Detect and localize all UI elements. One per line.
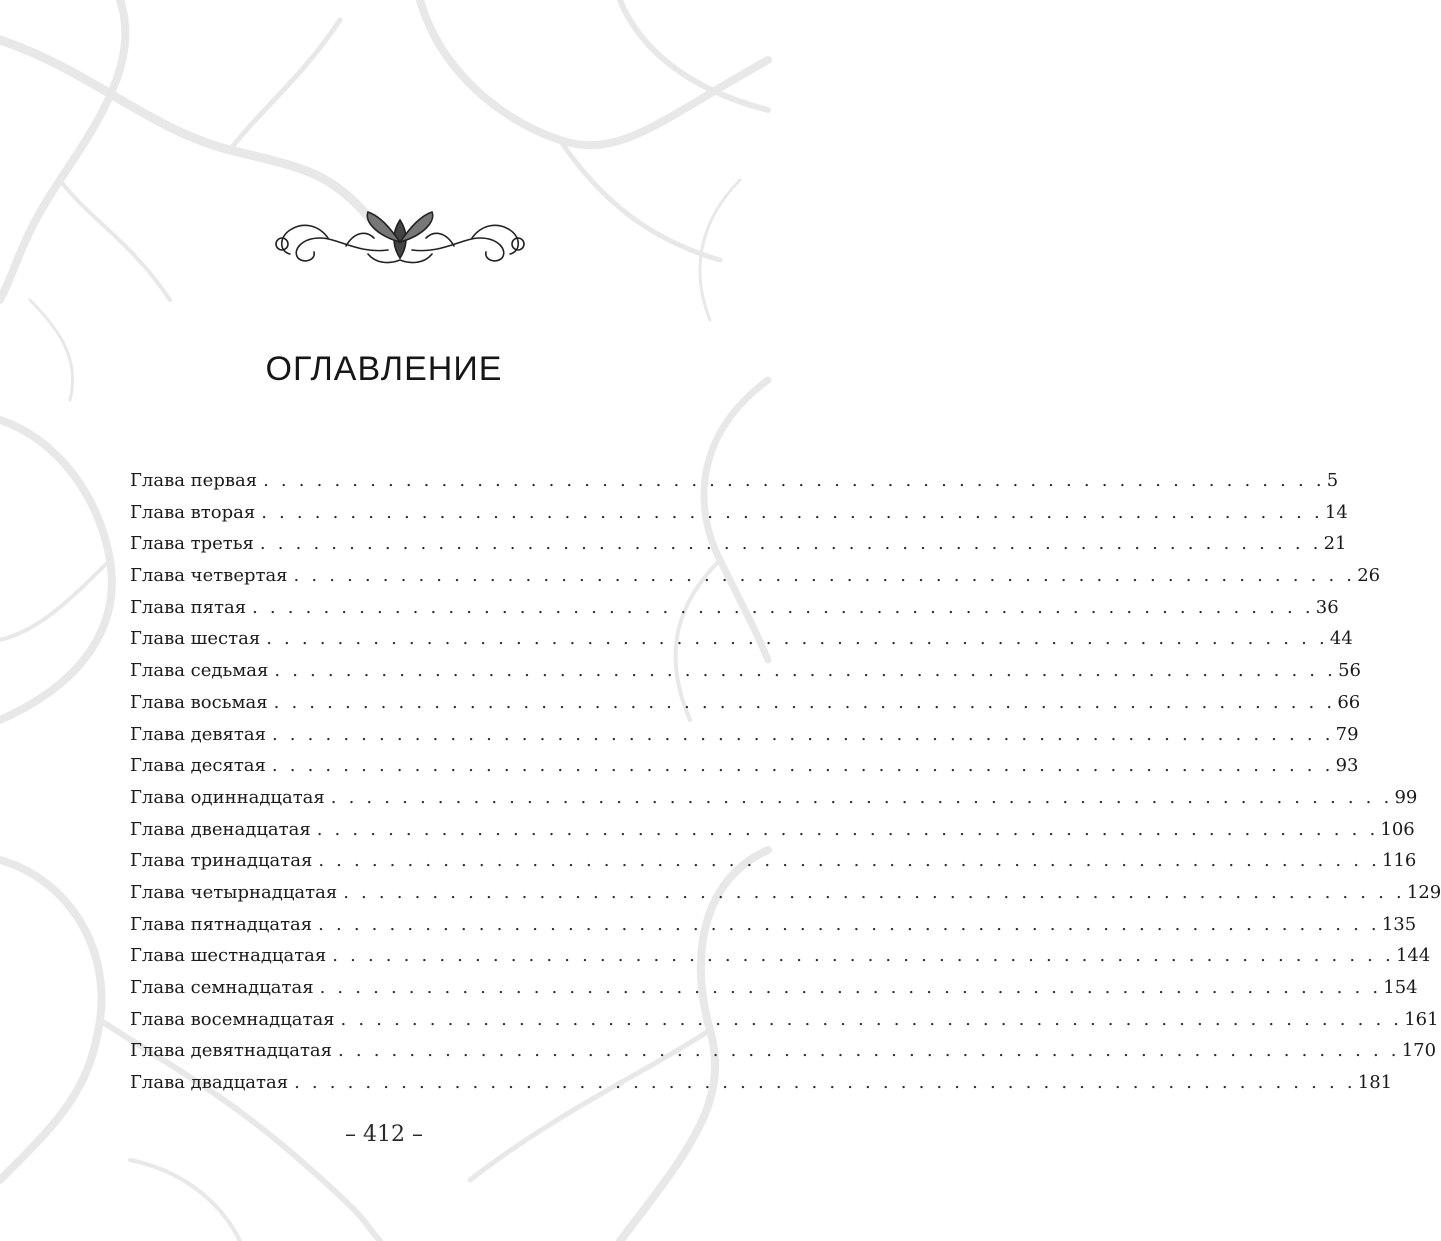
page-title: ОГЛАВЛЕНИЕ (265, 350, 503, 388)
toc-leader-dots: . . . . . . . . . . . . . . . . . . . . . . . . . . . . . . . . . . . . . . . . . . . . . . . . . . . . . . . . . . . . (340, 1008, 1403, 1030)
toc-leader-dots: . . . . . . . . . . . . . . . . . . . . . . . . . . . . . . . . . . . . . . . . . . . . . . . . . . . . . . . . . . . . (332, 945, 1394, 967)
toc-row[interactable] (130, 1040, 1437, 1072)
toc-chapter-title: Глава седьмая (130, 660, 269, 682)
toc-leader-dots: . . . . . . . . . . . . . . . . . . . . . . . . . . . . . . . . . . . . . . . . . . . . . . . . . . . . . . . . . . . . (343, 881, 1405, 903)
toc-chapter-title: Глава четвертая (130, 565, 288, 587)
toc-chapter-title: Глава пятнадцатая (130, 913, 313, 935)
toc-page-number: 21 (1323, 533, 1347, 555)
toc-row[interactable] (130, 1008, 1439, 1041)
toc-page-number: 154 (1383, 977, 1418, 998)
toc-row[interactable] (130, 723, 1359, 756)
page-number: – 412 – (345, 1122, 423, 1147)
toc-chapter-title: Глава шестнадцатая (130, 945, 327, 967)
toc-page-number: 129 (1406, 881, 1441, 903)
toc-chapter-title: Глава четырнадцатая (130, 881, 338, 903)
toc-chapter-title: Глава восьмая (130, 691, 268, 713)
toc-row[interactable] (130, 881, 1441, 914)
toc-leader-dots: . . . . . . . . . . . . . . . . . . . . . . . . . . . . . . . . . . . . . . . . . . . . . . . . . . . . . . . . . . . . (318, 850, 1380, 872)
toc-page-number: 170 (1401, 1040, 1437, 1062)
toc-row[interactable] (130, 596, 1339, 629)
toc-leader-dots: . . . . . . . . . . . . . . . . . . . . . . . . . . . . . . . . . . . . . . . . . . . . . . . . . . . . . . . . . . . . (259, 533, 1322, 555)
toc-leader-dots: . . . . . . . . . . . . . . . . . . . . . . . . . . . . . . . . . . . . . . . . . . . . . . . . . . . . . . . . . . . . (273, 691, 1336, 713)
toc-row[interactable] (130, 755, 1359, 787)
toc-page-number: 161 (1404, 1008, 1439, 1030)
toc-row[interactable] (130, 786, 1418, 819)
toc-chapter-title: Глава девятая (130, 723, 266, 745)
toc-page-number: 181 (1357, 1072, 1393, 1094)
toc-chapter-title: Глава двенадцатая (130, 818, 311, 840)
toc-page-number: 14 (1324, 501, 1348, 523)
toc-row[interactable] (130, 533, 1347, 565)
toc-row[interactable] (130, 1072, 1393, 1104)
toc-page-number: 56 (1338, 660, 1361, 682)
toc-leader-dots: . . . . . . . . . . . . . . . . . . . . . . . . . . . . . . . . . . . . . . . . . . . . . . . . . . . . . . . . . . . . (330, 786, 1393, 808)
toc-page-number: 116 (1382, 850, 1417, 872)
table-of-contents (130, 470, 1441, 1104)
toc-row[interactable] (130, 945, 1431, 977)
toc-leader-dots: . . . . . . . . . . . . . . . . . . . . . . . . . . . . . . . . . . . . . . . . . . . . . . . . . . . . . . . . . . . . (338, 1040, 1400, 1062)
toc-row[interactable] (130, 470, 1339, 502)
toc-leader-dots: . . . . . . . . . . . . . . . . . . . . . . . . . . . . . . . . . . . . . . . . . . . . . . . . . . . . . . . . . . . . (319, 977, 1382, 998)
toc-row[interactable] (130, 565, 1381, 597)
toc-row[interactable] (130, 977, 1418, 1009)
toc-page-number: 44 (1329, 628, 1353, 650)
toc-leader-dots: . . . . . . . . . . . . . . . . . . . . . . . . . . . . . . . . . . . . . . . . . . . . . . . . . . . . . . . . . . . . (271, 723, 1334, 745)
toc-chapter-title: Глава семнадцатая (130, 977, 314, 998)
toc-leader-dots: . . . . . . . . . . . . . . . . . . . . . . . . . . . . . . . . . . . . . . . . . . . . . . . . . . . . . . . . . . . . (318, 913, 1380, 935)
toc-leader-dots: . . . . . . . . . . . . . . . . . . . . . . . . . . . . . . . . . . . . . . . . . . . . . . . . . . . . . . . . . . . . (263, 470, 1325, 491)
toc-row[interactable] (130, 913, 1417, 946)
toc-leader-dots: . . . . . . . . . . . . . . . . . . . . . . . . . . . . . . . . . . . . . . . . . . . . . . . . . . . . . . . . . . . . (266, 628, 1328, 650)
toc-page-number: 93 (1335, 755, 1359, 777)
toc-row[interactable] (130, 628, 1353, 660)
floral-flourish-ornament (268, 202, 532, 272)
toc-leader-dots: . . . . . . . . . . . . . . . . . . . . . . . . . . . . . . . . . . . . . . . . . . . . . . . . . . . . . . . . . . . . (316, 818, 1379, 840)
toc-chapter-title: Глава первая (130, 470, 258, 491)
toc-chapter-title: Глава тринадцатая (130, 850, 313, 872)
toc-chapter-title: Глава двадцатая (130, 1072, 289, 1094)
toc-row[interactable] (130, 818, 1415, 851)
toc-page-number: 99 (1394, 786, 1418, 808)
toc-page-number: 5 (1326, 470, 1339, 491)
toc-leader-dots: . . . . . . . . . . . . . . . . . . . . . . . . . . . . . . . . . . . . . . . . . . . . . . . . . . . . . . . . . . . . (252, 596, 1314, 618)
toc-row[interactable] (130, 660, 1361, 692)
toc-chapter-title: Глава шестая (130, 628, 261, 650)
toc-page-number: 36 (1315, 596, 1339, 618)
toc-page-number: 79 (1335, 723, 1359, 745)
toc-row[interactable] (130, 850, 1417, 882)
toc-chapter-title: Глава третья (130, 533, 254, 555)
toc-leader-dots: . . . . . . . . . . . . . . . . . . . . . . . . . . . . . . . . . . . . . . . . . . . . . . . . . . . . . . . . . . . . (293, 565, 1356, 587)
toc-chapter-title: Глава десятая (130, 755, 266, 777)
toc-leader-dots: . . . . . . . . . . . . . . . . . . . . . . . . . . . . . . . . . . . . . . . . . . . . . . . . . . . . . . . . . . . . (294, 1072, 1356, 1094)
toc-leader-dots: . . . . . . . . . . . . . . . . . . . . . . . . . . . . . . . . . . . . . . . . . . . . . . . . . . . . . . . . . . . . (261, 501, 1323, 523)
toc-page-number: 135 (1381, 913, 1417, 935)
toc-page-number: 106 (1380, 818, 1415, 840)
toc-chapter-title: Глава восемнадцатая (130, 1008, 335, 1030)
toc-chapter-title: Глава одиннадцатая (130, 786, 325, 808)
toc-page-number: 144 (1395, 945, 1431, 967)
toc-chapter-title: Глава девятнадцатая (130, 1040, 333, 1062)
toc-chapter-title: Глава вторая (130, 501, 256, 523)
toc-page-number: 66 (1337, 691, 1361, 713)
toc-page-number: 26 (1357, 565, 1381, 587)
toc-row[interactable] (130, 501, 1348, 534)
toc-leader-dots: . . . . . . . . . . . . . . . . . . . . . . . . . . . . . . . . . . . . . . . . . . . . . . . . . . . . . . . . . . . . (271, 755, 1334, 777)
toc-leader-dots: . . . . . . . . . . . . . . . . . . . . . . . . . . . . . . . . . . . . . . . . . . . . . . . . . . . . . . . . . . . . (274, 660, 1337, 682)
toc-row[interactable] (130, 691, 1361, 724)
toc-chapter-title: Глава пятая (130, 596, 247, 618)
